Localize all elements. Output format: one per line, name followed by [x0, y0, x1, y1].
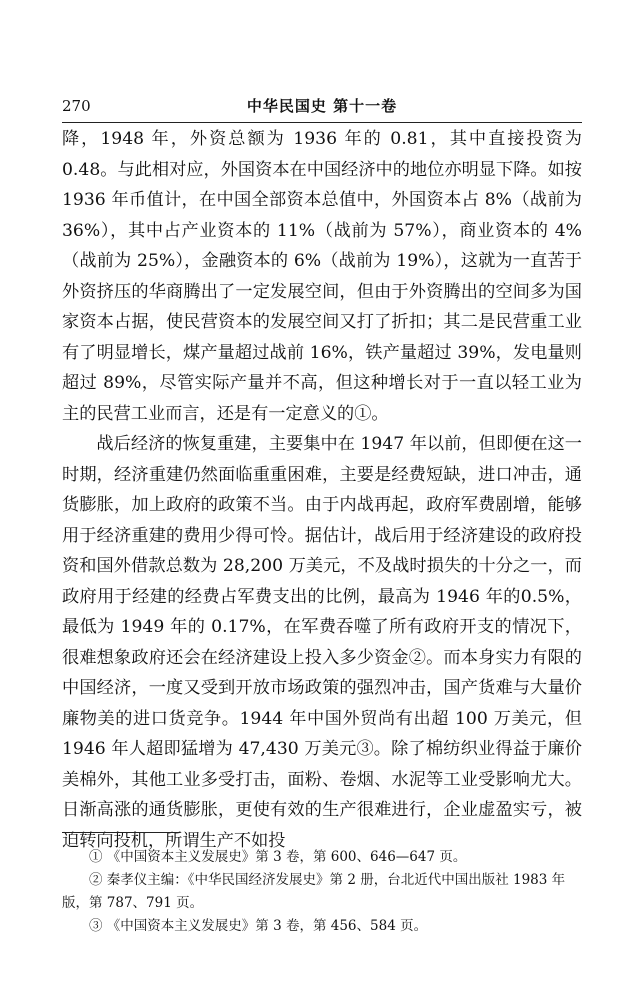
header-title: 中华民国史 第十一卷 [246, 97, 398, 115]
page-number: 270 [62, 97, 91, 115]
body-text [62, 124, 582, 856]
header-rule [62, 122, 582, 123]
footnote-2: ② 秦孝仪主编：《中华民国经济发展史》第 2 册，台北近代中国出版社 1983 年版，第 787、791 页。 [62, 872, 566, 911]
body-paragraph-1: 降，1948 年，外资总额为 1936 年的 0.81，其中直接投资为 0.48。与此相对应，外国资本在中国经济中的地位亦明显下降。如按 1936 年币值计，在中国全部资本总值中，外国资本占 8%（战前为 36%），其中占产业资本的 11%（战前为 57%），商业资本的 4%（战前为 25%），金融资本的 6%（战前为 19%），这就为一直苦于外资挤压的华商腾出了一定发展空间，但由于外资腾出的空间多为国家资本占据，使民营资本的发展空间又打了折扣；其二是民营重工业有了明显增长，煤产量超过战前 16%，铁产量超过 39%，发电量则超过 89%，尽管实际产量并不高，但这种增长对于一直以轻工业为主的民营工业而言，还是有一定意义的①。 [62, 129, 582, 424]
running-header [62, 95, 582, 117]
body-paragraph-2: 战后经济的恢复重建，主要集中在 1947 年以前，但即便在这一时期，经济重建仍然面临重重困难，主要是经费短缺，进口冲击，通货膨胀，加上政府的政策不当。由于内战再起，政府军费剧增，能够用于经济重建的费用少得可怜。据估计，战后用于经济建设的政府投资和国外借款总数为 28,200 万美元，不及战时损失的十分之一，而政府用于经建的经费占军费支出的比例，最高为 1946 年的0.5%，最低为 1949 年的 0.17%，在军费吞噬了所有政府开支的情况下，很难想象政府还会在经济建设上投入多少资金②。而本身实力有限的中国经济，一度又受到开放市场政策的强烈冲击，国产货难与大量价廉物美的进口货竞争。1944 年中国外贸尚有出超 100 万美元，但 1946 年人超即猛增为 47,430 万美元③。除了棉纺织业得益于廉价美棉外，其他工业多受打击，面粉、卷烟、水泥等工业受影响尤大。日渐高涨的通货膨胀，更使有效的生产很难进行，企业虚盈实亏，被迫转向投机，所谓生产不如投 [62, 434, 582, 851]
footnote-1: ① 《中国资本主义发展史》第 3 卷，第 600、646—647 页。 [89, 849, 467, 865]
footnote-rule [62, 832, 180, 833]
footnote-3: ③ 《中国资本主义发展史》第 3 卷，第 456、584 页。 [89, 918, 428, 934]
footnotes [62, 846, 582, 938]
